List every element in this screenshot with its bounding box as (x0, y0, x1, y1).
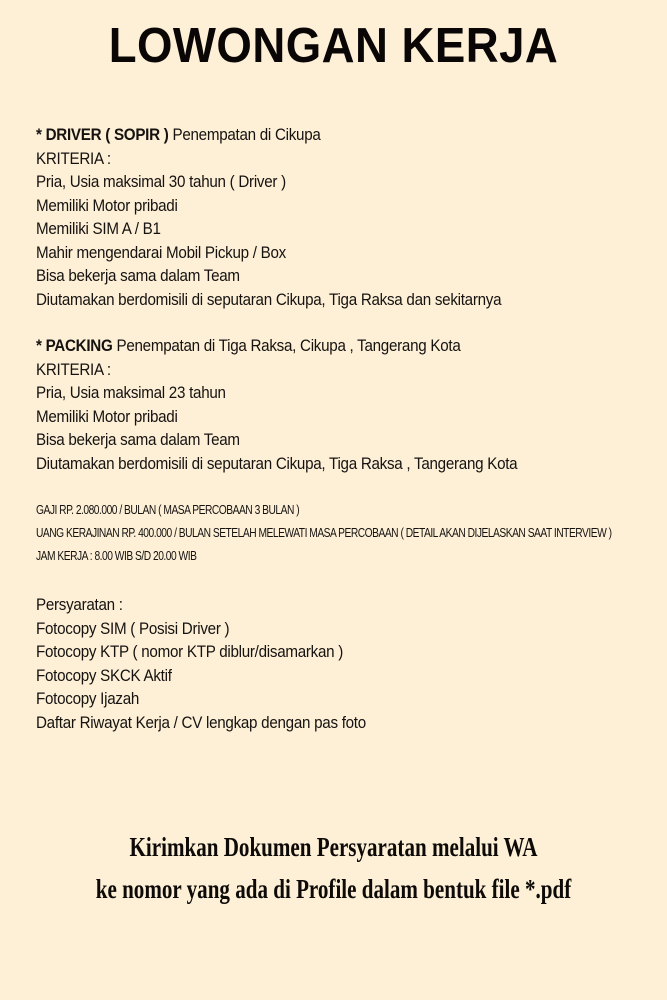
requirement-item: Daftar Riwayat Kerja / CV lengkap dengan pas foto (36, 713, 366, 732)
allowance-text: UANG KERAJINAN RP. 400.000 / BULAN SETELAH MELEWATI MASA PERCOBAAN ( DETAIL AKAN DIJELASKAN SAAT INTERVIEW ) (36, 526, 612, 540)
cta-line-2: ke nomor yang ada di Profile dalam bentuk file *.pdf (95, 874, 572, 904)
position-placement: Penempatan di Cikupa (172, 126, 321, 144)
bullet: * (36, 337, 42, 355)
position-packing (36, 335, 656, 476)
criteria-item: Pria, Usia maksimal 23 tahun (36, 384, 226, 402)
position-driver (36, 124, 656, 312)
bullet: * (36, 126, 42, 144)
criteria-item: Memiliki SIM A / B1 (36, 220, 161, 238)
criteria-item: Bisa bekerja sama dalam Team (36, 267, 240, 285)
criteria-item: Memiliki Motor pribadi (36, 196, 178, 215)
working-hours-text: JAM KERJA : 8.00 WIB S/D 20.00 WIB (36, 549, 197, 563)
cta-line-1: Kirimkan Dokumen Persyaratan melalui WA (129, 832, 538, 862)
criteria-item: Diutamakan berdomisili di seputaran Cikupa, Tiga Raksa , Tangerang Kota (36, 454, 518, 473)
position-heading (36, 124, 606, 148)
requirement-item: Fotocopy SIM ( Posisi Driver ) (36, 619, 230, 638)
criteria-item: Diutamakan berdomisili di seputaran Cikupa, Tiga Raksa dan sekitarnya (36, 290, 502, 309)
salary-text: GAJI RP. 2.080.000 / BULAN ( MASA PERCOBAAN 3 BULAN ) (36, 503, 300, 517)
requirement-item: Fotocopy KTP ( nomor KTP diblur/disamarkan ) (36, 643, 344, 661)
position-placement: Penempatan di Tiga Raksa, Cikupa , Tangerang Kota (116, 337, 461, 355)
requirements-block (36, 594, 656, 735)
criteria-item: Pria, Usia maksimal 30 tahun ( Driver ) (36, 173, 286, 191)
requirement-item: Fotocopy Ijazah (36, 690, 140, 708)
page-title: LOWONGAN KERJA (108, 19, 559, 73)
compensation-block (36, 499, 656, 568)
criteria-label: KRITERIA : (36, 149, 111, 168)
job-content (36, 124, 656, 758)
position-heading (36, 335, 606, 359)
criteria-label: KRITERIA : (36, 360, 111, 379)
requirement-item: Fotocopy SKCK Aktif (36, 666, 172, 685)
criteria-item: Memiliki Motor pribadi (36, 407, 178, 426)
criteria-item: Mahir mengendarai Mobil Pickup / Box (36, 243, 286, 262)
criteria-item: Bisa bekerja sama dalam Team (36, 431, 240, 449)
position-name: PACKING (45, 337, 113, 355)
position-name: DRIVER ( SOPIR ) (45, 126, 169, 144)
requirements-label: Persyaratan : (36, 596, 123, 614)
call-to-action (0, 826, 667, 910)
